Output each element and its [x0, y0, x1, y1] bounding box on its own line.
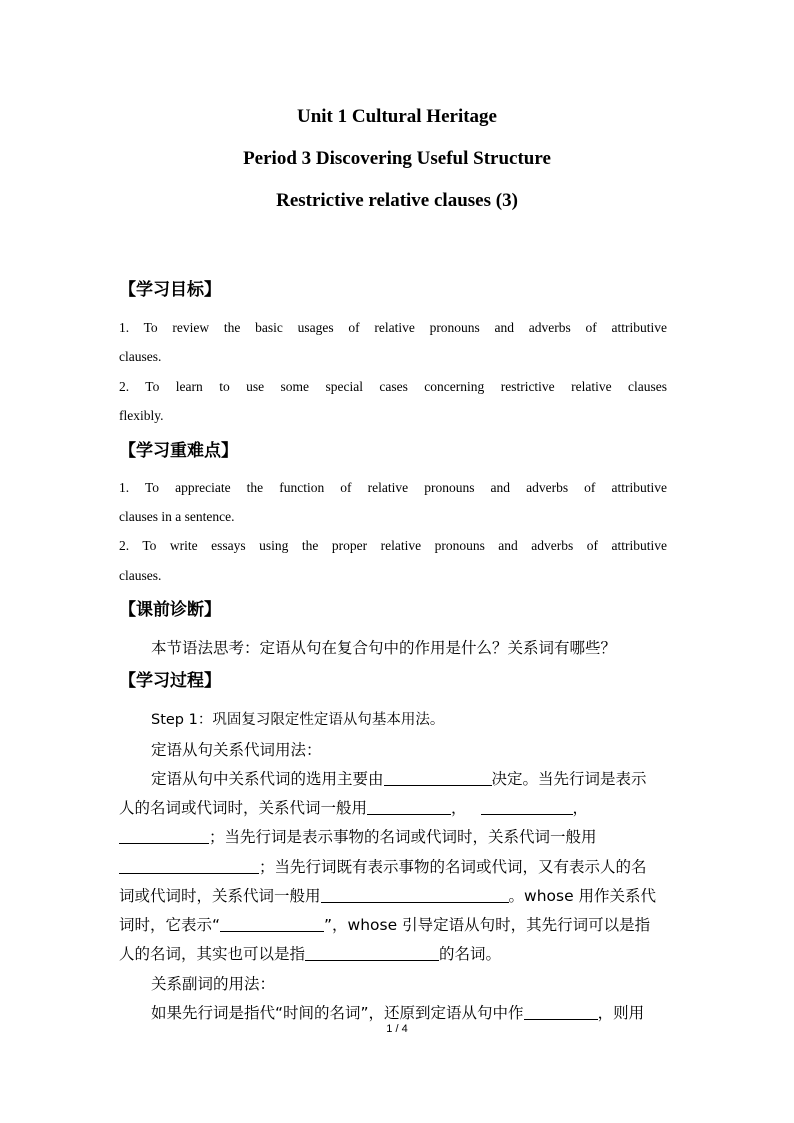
- paragraph-line-3: [119, 825, 665, 847]
- paragraph-line-4: [119, 855, 665, 877]
- text-segment: 如果先行词是指代“时间的名词”，还原到定语从句中作: [151, 1004, 524, 1022]
- text-segment: 的名词。: [439, 945, 502, 963]
- fill-in-blank[interactable]: [481, 799, 573, 815]
- period-title: Period 3 Discovering Useful Structure: [243, 148, 551, 169]
- text-segment: ；当先行词既有表示事物的名词或代词，又有表示人的名: [259, 858, 647, 876]
- fill-in-blank[interactable]: [119, 858, 259, 874]
- step-1-label: Step 1：巩固复习限定性定语从句基本用法。: [151, 712, 445, 728]
- text-segment: 决定。当先行词是表示: [491, 770, 647, 788]
- paragraph-line-2: [119, 796, 665, 818]
- fill-in-blank[interactable]: [384, 770, 492, 786]
- fill-in-blank[interactable]: [367, 799, 451, 815]
- unit-title: Unit 1 Cultural Heritage: [296, 106, 497, 127]
- text-segment: ”，whose 引导定语从句时，其先行词可以是指: [324, 916, 651, 934]
- diagnosis-question: 本节语法思考：定语从句在复合句中的作用是什么？关系词有哪些？: [151, 639, 617, 657]
- paragraph-line-1: [151, 767, 665, 789]
- objective-1-line-2: clauses.: [119, 349, 162, 364]
- key-point-1-line-1: 1. To appreciate the function of relative pronouns and adverbs of attributive: [119, 480, 667, 495]
- text-segment: 定语从句中关系代词的选用主要由: [151, 770, 384, 788]
- objective-1-line-1: 1. To review the basic usages of relative pronouns and adverbs of attributive: [119, 320, 667, 335]
- page-number: 1 / 4: [386, 1023, 408, 1035]
- adverb-usage-heading: 关系副词的用法：: [151, 975, 276, 993]
- section-heading-key-points: 【学习重难点】: [119, 441, 238, 461]
- fill-in-blank[interactable]: [119, 828, 209, 844]
- text-segment: ，: [451, 799, 467, 817]
- objective-2-line-1: 2. To learn to use some special cases concerning restrictive relative clauses: [119, 379, 667, 394]
- paragraph-line-6: [119, 913, 665, 935]
- section-heading-objectives: 【学习目标】: [119, 280, 221, 300]
- paragraph-line-5: [119, 884, 665, 906]
- topic-title: Restrictive relative clauses (3): [276, 190, 518, 211]
- section-heading-process: 【学习过程】: [119, 671, 221, 691]
- key-point-1-line-2: clauses in a sentence.: [119, 509, 235, 524]
- text-segment: 人的名词或代词时，关系代词一般用: [119, 799, 368, 817]
- text-segment: ；当先行词是表示事物的名词或代词时，关系代词一般用: [209, 828, 597, 846]
- paragraph-line-8: [151, 1001, 665, 1023]
- text-segment: ，: [572, 799, 589, 817]
- fill-in-blank[interactable]: [321, 887, 509, 903]
- text-segment: 词或代词时，关系代词一般用: [119, 887, 321, 905]
- text-segment: 词时，它表示“: [119, 916, 221, 934]
- pronoun-usage-heading: 定语从句关系代词用法：: [151, 741, 322, 759]
- key-point-2-line-1: 2. To write essays using the proper relative pronouns and adverbs of attributive: [119, 538, 667, 553]
- section-heading-diagnosis: 【课前诊断】: [119, 600, 221, 620]
- text-segment: 人的名词，其实也可以是指: [119, 945, 306, 963]
- text-segment: 。whose 用作关系代: [508, 887, 657, 905]
- objective-2-line-2: flexibly.: [119, 408, 164, 423]
- fill-in-blank[interactable]: [305, 945, 439, 961]
- key-point-2-line-2: clauses.: [119, 568, 162, 583]
- text-segment: ，则用: [597, 1004, 645, 1022]
- paragraph-line-7: [119, 942, 665, 964]
- fill-in-blank[interactable]: [524, 1004, 598, 1020]
- fill-in-blank[interactable]: [220, 916, 324, 932]
